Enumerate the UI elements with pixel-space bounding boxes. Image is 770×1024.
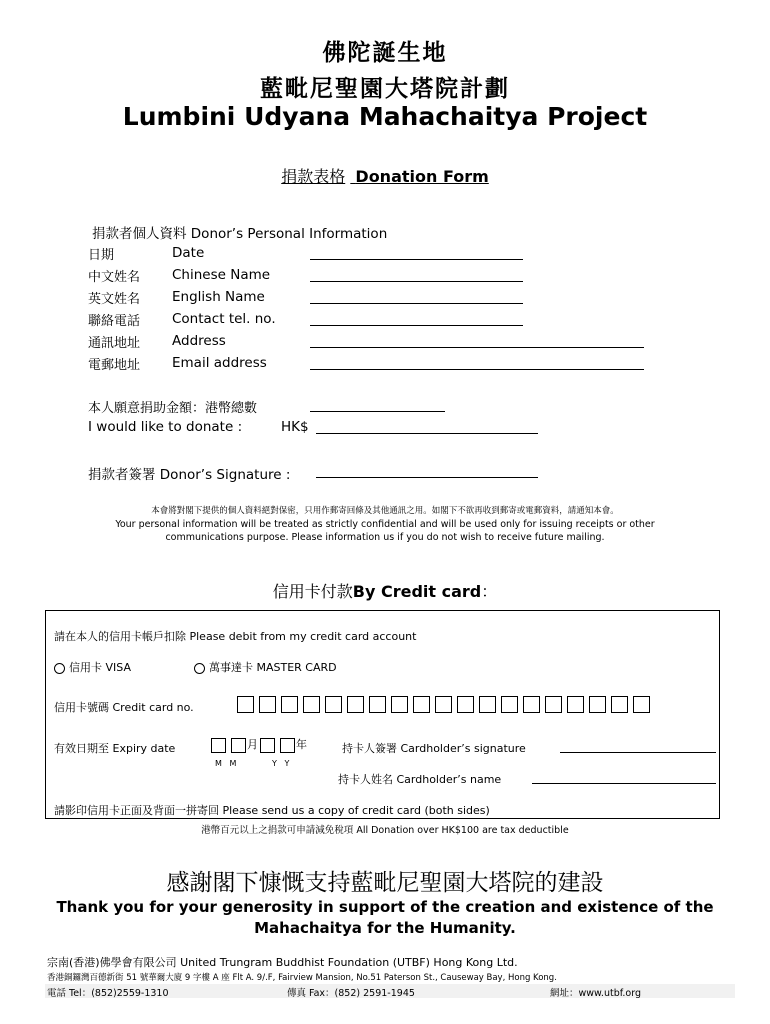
field-label-zh: 電郵地址 — [88, 358, 141, 373]
card-number-boxes — [237, 694, 655, 713]
donor-signature-label: 捐款者簽署 Donor’s Signature : — [88, 467, 291, 483]
card-digit-box[interactable] — [237, 696, 254, 713]
field-label-en: Email address — [172, 355, 267, 371]
address-field[interactable] — [310, 347, 644, 348]
footer-web: 網址：www.utbf.org — [550, 988, 641, 999]
card-digit-box[interactable] — [347, 696, 364, 713]
thanks-en-1: Thank you for your generosity in support of the creation and existence of the — [56, 898, 714, 916]
card-digit-box[interactable] — [259, 696, 276, 713]
master-option[interactable] — [194, 659, 337, 675]
visa-option[interactable] — [54, 659, 131, 675]
thanks-zh: 感謝閣下慷慨支持藍毗尼聖園大塔院的建設 — [166, 870, 604, 896]
field-label-en: English Name — [172, 289, 265, 305]
field-label-zh: 日期 — [88, 248, 115, 263]
expiry-year-digit[interactable] — [280, 738, 295, 753]
year-hint: Y Y — [272, 759, 290, 768]
expiry-label: 有效日期至 Expiry date — [54, 742, 176, 755]
footer-contact-bar — [45, 984, 735, 998]
currency-label: HK$ — [281, 419, 309, 435]
credit-heading-zh: 信用卡付款 — [272, 582, 353, 601]
field-label-en: Contact tel. no. — [172, 311, 276, 327]
month-hint: M M — [215, 759, 237, 768]
card-digit-box[interactable] — [589, 696, 606, 713]
card-digit-box[interactable] — [281, 696, 298, 713]
card-digit-box[interactable] — [479, 696, 496, 713]
form-title-en: Donation Form — [355, 167, 489, 186]
title-en: Lumbini Udyana Mahachaitya Project — [122, 102, 648, 131]
visa-radio[interactable] — [54, 663, 65, 674]
donate-amount-field[interactable] — [316, 433, 538, 434]
thanks-en-2: Mahachaitya for the Humanity. — [254, 919, 516, 937]
credit-card-box — [45, 610, 720, 819]
expiry-month-digit[interactable] — [231, 738, 246, 753]
title-zh-1: 佛陀誕生地 — [322, 39, 448, 66]
credit-heading-en: By Credit card — [352, 582, 482, 601]
footer-tel: 電話 Tel：(852)2559-1310 — [47, 988, 169, 999]
visa-label: 信用卡 VISA — [69, 661, 131, 674]
cardholder-name-field[interactable] — [532, 783, 716, 784]
footer-address: 香港銅鑼灣百德新街 51 號華爾大廈 9 字樓 A 座 Flt A. 9/.F, Fairview Mansion, No.51 Paterson St., Causeway Bay, Hong Kong. — [47, 973, 557, 983]
credit-heading-colon: ： — [481, 582, 498, 601]
year-label: 年 — [296, 738, 307, 751]
card-digit-box[interactable] — [523, 696, 540, 713]
field-label-zh: 英文姓名 — [88, 292, 141, 307]
title-zh-2: 藍毗尼聖園大塔院計劃 — [260, 75, 510, 102]
privacy-notice-en-2: communications purpose. Please information us if you do not wish to receive future mailing. — [165, 532, 605, 543]
field-label-zh: 通訊地址 — [88, 336, 141, 351]
field-label-en: Chinese Name — [172, 267, 271, 283]
tax-note: 港幣百元以上之捐款可申請減免稅項 All Donation over HK$100 are tax deductible — [201, 825, 569, 836]
master-label: 萬事達卡 MASTER CARD — [209, 661, 337, 674]
expiry-input — [211, 736, 307, 753]
privacy-notice-en-1: Your personal information will be treated as strictly confidential and will be used only for issuing receipts or other — [115, 519, 655, 530]
field-label-en: Address — [172, 333, 226, 349]
card-no-label: 信用卡號碼 Credit card no. — [54, 701, 194, 714]
donor-signature-field[interactable] — [316, 477, 538, 478]
card-digit-box[interactable] — [633, 696, 650, 713]
master-radio[interactable] — [194, 663, 205, 674]
form-title — [0, 164, 770, 187]
email-field[interactable] — [310, 369, 644, 370]
month-label: 月 — [247, 738, 258, 751]
english-name-field[interactable] — [310, 303, 523, 304]
card-digit-box[interactable] — [435, 696, 452, 713]
chinese-name-field[interactable] — [310, 281, 523, 282]
expiry-year-digit[interactable] — [260, 738, 275, 753]
cardholder-signature-field[interactable] — [560, 752, 716, 753]
card-digit-box[interactable] — [611, 696, 628, 713]
expiry-month-digit[interactable] — [211, 738, 226, 753]
card-digit-box[interactable] — [369, 696, 386, 713]
field-label-zh: 聯絡電話 — [88, 314, 141, 329]
form-title-zh: 捐款表格 — [281, 167, 346, 186]
card-digit-box[interactable] — [501, 696, 518, 713]
card-digit-box[interactable] — [325, 696, 342, 713]
donor-section-title: 捐款者個人資料 Donor’s Personal Information — [92, 226, 388, 242]
donate-label-en: I would like to donate : — [88, 419, 243, 435]
date-field[interactable] — [310, 259, 523, 260]
field-label-en: Date — [172, 245, 205, 261]
cardholder-name-label: 持卡人姓名 Cardholder’s name — [338, 773, 502, 786]
card-digit-box[interactable] — [567, 696, 584, 713]
copy-instruction: 請影印信用卡正面及背面一拼寄回 Please send us a copy of credit card (both sides) — [54, 804, 490, 817]
contact-tel-field[interactable] — [310, 325, 523, 326]
privacy-notice-zh: 本會將對閣下提供的個人資料絕對保密，只用作郵寄回條及其他通訊之用。如閣下不欲再收到郵寄或電郵資料，請通知本會。 — [151, 506, 619, 516]
footer-fax: 傳真 Fax：(852) 2591-1945 — [287, 988, 415, 999]
donate-label-zh: 本人願意捐助金額：港幣總數 — [88, 401, 258, 416]
card-digit-box[interactable] — [391, 696, 408, 713]
card-digit-box[interactable] — [545, 696, 562, 713]
donate-amount-zh-field[interactable] — [310, 411, 445, 412]
cardholder-signature-label: 持卡人簽署 Cardholder’s signature — [342, 742, 526, 755]
card-digit-box[interactable] — [413, 696, 430, 713]
footer-org: 宗南(香港)佛學會有限公司 United Trungram Buddhist Foundation (UTBF) Hong Kong Ltd. — [47, 956, 518, 969]
field-label-zh: 中文姓名 — [88, 270, 141, 285]
card-digit-box[interactable] — [303, 696, 320, 713]
debit-instruction: 請在本人的信用卡帳戶扣除 Please debit from my credit card account — [54, 630, 417, 643]
credit-card-heading — [0, 579, 770, 602]
card-digit-box[interactable] — [457, 696, 474, 713]
